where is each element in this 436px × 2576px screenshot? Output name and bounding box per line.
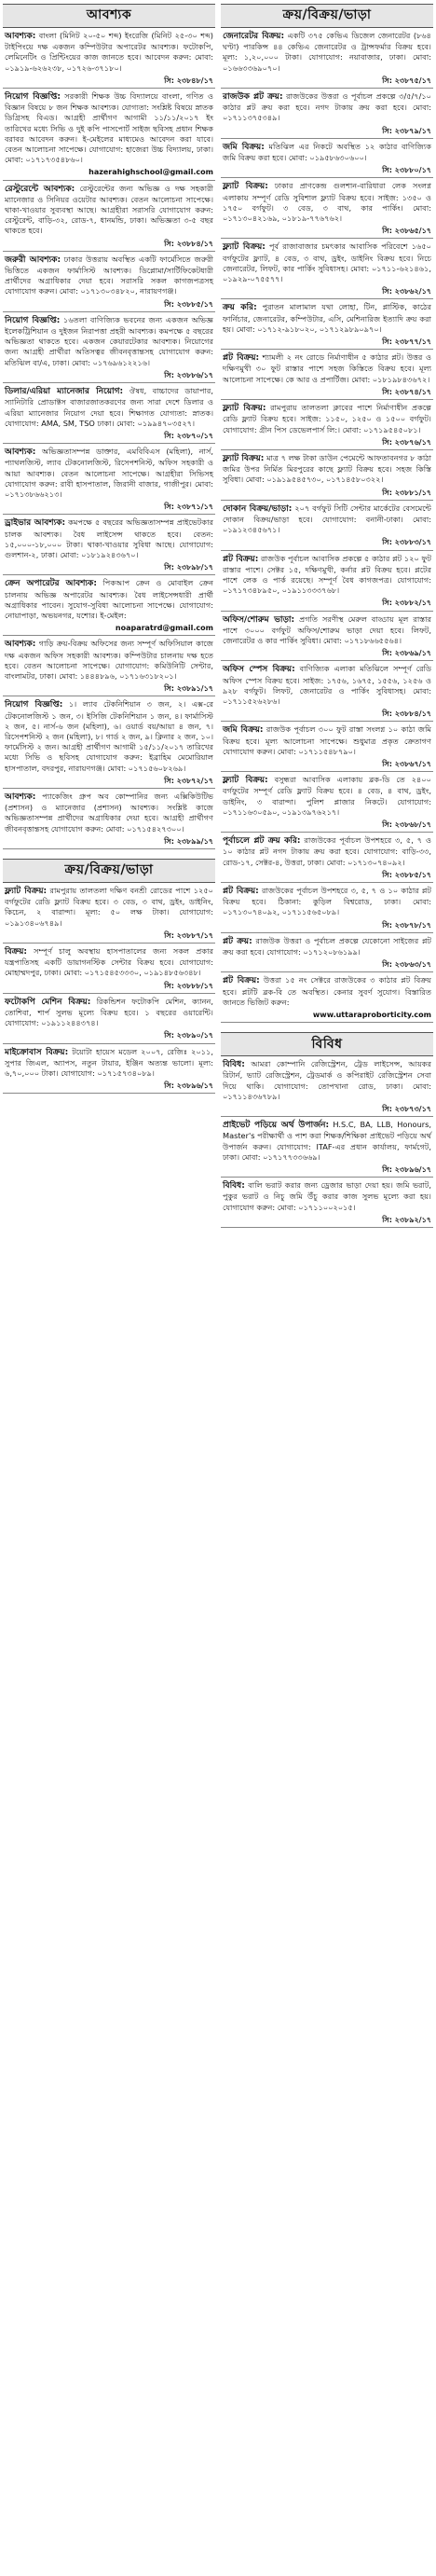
classified-ad — [221, 178, 433, 239]
ad-text: গাড়ি ক্রয়-বিক্রয় অফিসের জন্য সম্পূর্ণ অফিসিয়াল কাজে দক্ষ একজন অফিস সহকারী আবশ্যক। কম্পিউটার চালনায় দক্ষ হতে হবে। বেতন আলোচনা সাপেক্ষে। যোগাযোগ: কমিউনিটি সেন্টার, বাংলামটর, ঢাকা। মোবা: ১৪৪৪৮৯৬, ০১৭১৬৩১৮২০১। — [5, 639, 213, 681]
ad-text: ১৬তলা বাণিজ্যিক ভবনের জন্য একজন অভিজ্ঞ ইলেকট্রিশিয়ান ও দুইজন নিরাপত্তা প্রহরী আবশ্যক। কমপক্ষে ৫ বছরের অভিজ্ঞতা থাকতে হবে। একজন কেয়ারটেকার আবশ্যক। নিয়োগের জন্য আগ্রহী প্রার্থীরা অতিসত্বর জীবনবৃত্তান্তসহ যোগাযোগ করুন: মতিঝিল বা/এ, ঢাকা। মোবা: ০১৭৬৯৬১২২১৬। — [5, 314, 213, 367]
ad-reference: সি: ২৩৮৭০/১৭ — [164, 431, 213, 440]
ad-reference: সি: ২৩৮৮৩/১৭ — [382, 538, 431, 547]
classified-ad — [221, 139, 433, 179]
ad-text: টয়োটা হায়েস মডেল ২০০৭, রেজিঃ ২০১১, সুপার জিএল, অ্যাপস, নতুন টায়ার, ইঞ্জিন অত্যন্ত ভালো। মূল্য: ৬,৭০,০০০ টাকা। যোগাযোগ: ০১৭১৫৭৩৪০৮৯। — [5, 1046, 213, 1079]
ad-text: রিকন্ডিশন ফটোকপি মেশিন, ক্যানন, তোশিবা, শার্প সুলভ মূল্যে বিক্রয় হবে। ১ বছরের ওয়ারেন্টি। যোগাযোগ: ০১৯১১২৪৪৩৭৪। — [5, 996, 213, 1028]
ad-reference: সি: ২৩৮৮০/১৭ — [382, 166, 431, 175]
ad-keyword: জমি বিক্রয়: — [223, 142, 265, 152]
ad-body — [223, 775, 431, 818]
ad-keyword: ফ্ল্যাট বিক্রয়: — [223, 453, 265, 463]
ad-keyword: অফিস/শোরুম ভাড়া: — [223, 614, 295, 625]
classified-ad — [221, 1117, 433, 1178]
ad-body — [223, 1120, 431, 1163]
classified-ad — [221, 1056, 433, 1117]
ad-body — [5, 699, 213, 773]
ad-text: বাণিজ্যিক এলাকা মতিঝিলে সম্পূর্ণ রেডি অফিস স্পেস বিক্রয় হবে। সাইজ: ১৭৫৬, ১৬৭৫, ১৫৫৬, ১২৫৬ ও ৯২৮ বর্গফুট। লিফট, জেনারেটর ও পার্কিং সুবিধাসহ। মোবা: ০১৭১১৫২৬২৮৬। — [223, 664, 431, 706]
ad-text: সরকারী শিক্ষক উচ্চ বিদ্যালয়ে বাংলা, গণিত ও বিজ্ঞান বিষয়ে ৮ জন শিক্ষক আবশ্যক। যোগ্যতা: সংশ্লিষ্ট বিষয়ে স্নাতক ডিগ্রিসহ বিএড। আগ্রহী প্রার্থীগণ আগামী ১১/১১/২০১৭ ইং তারিখের মধ্যে সিভি ও দুই কপি পাসপোর্ট সাইজ ছবিসহ প্রধান শিক্ষক বরাবর আবেদন করুন। ই-মেইলের মাধ্যমেও আবেদন করা যাবে। বেতন আলোচনা সাপেক্ষে। যোগাযোগ: হাজেরা উচ্চ বিদ্যালয়, ঢাকা। মোবা: ০১৭১৭৩৫৪৮৬০। — [5, 91, 214, 165]
ad-reference: সি: ২৩৮৭৫/১৭ — [382, 76, 431, 85]
ad-body — [223, 1180, 431, 1213]
classified-ad — [221, 299, 433, 350]
ad-body — [223, 503, 431, 536]
ad-keyword: আবশ্যক: — [5, 792, 36, 802]
ads-list-wanted — [3, 28, 215, 849]
ad-keyword: বিবিধ: — [223, 1181, 245, 1192]
ad-keyword: ফ্ল্যাট বিক্রয়: — [223, 242, 266, 253]
classified-ad — [221, 972, 433, 1023]
ad-text: একটি ৩৭৫ কেভিএ ডিজেল জেনারেটর (৮৬৪ ঘণ্টা) পারকিন্স ৪৪ কেভিএ জেনারেটর ও ট্রান্সফর্মার বিক্রয় হবে। মূল্য: ১,২০,০০০ টাকা। যোগাযোগ: নয়াবাজার, ঢাকা। মোবা: ০১৬৬৩৩৬৯০৭০। — [223, 31, 431, 73]
ad-body — [223, 241, 431, 284]
classified-ad — [3, 696, 215, 789]
ad-reference: সি: ২৩৮৭৭/১৭ — [382, 337, 431, 347]
ad-text: রাজউকের পূর্বাচল উপশহরে ৩, ৫, ৭ ও ১০ কাঠার প্লট বিক্রয় হবে। ঠিকানা: কুড়িল বিশ্বরোড, ঢাকা। মোবা: ০১৭১৩০৭৪০৯২, ০১৭১১৫৬৫০৮৯। — [223, 886, 431, 917]
ad-keyword: জেনারেটর বিক্রয়: — [223, 32, 285, 41]
ad-text: বসুন্ধরা আবাসিক এলাকায় ব্লক-ডি তে ২৪০০ বর্গফুটের সম্পূর্ণ রেডি ফ্ল্যাট বিক্রয় হবে। ৪ বেড, ৪ বাথ, ড্রইং, ডাইনিং, ৩ বারান্দা। পুলিশ প্লাজার নিকটে। যোগাযোগ: ০১৭১১৬৩০৫৯০, ০১৯১৩৯৭৬২১৭। — [223, 775, 431, 817]
ad-text: রাজউক পূর্বাচল ৩০০ ফুট রাস্তা সংলগ্ন ১০ কাঠা জমি বিক্রয় হবে। মূল্য আলোচনা সাপেক্ষে। শুধুমাত্র প্রকৃত ক্রেতাগণ যোগাযোগ করুন। মোবা: ০১৭১১৫৪৮৭৯০। — [223, 724, 431, 756]
ad-body — [223, 181, 431, 224]
ad-keyword: ফ্ল্যাট বিক্রয়: — [5, 887, 48, 897]
right-column — [221, 4, 433, 2572]
section-header-buy-sell-rent-right: ক্রয়/বিক্রয়/ভাড়া — [221, 4, 433, 28]
ad-reference: সি: ২৩৮৮২/১৭ — [382, 599, 431, 608]
ad-text: বাংলা (মিনিট ২০-৫০ শব্দ) ইংরেজি (মিনিট ২৫-৩০ শব্দ) টাইপিংয়ে দক্ষ একজন কম্পিউটার অপারেটর আবশ্যক। ফটোকপি, লেমিনেটিং ও প্রিন্টিংয়ের কাজ জানতে হবে। আবেদন করুন: মোবা: ০১৯১৯-৬২৬২৩৮, ০১৭২৬-৩৭১৮০। — [5, 31, 213, 73]
ad-keyword: জরুরী আবশ্যক: — [5, 255, 61, 265]
ad-body — [223, 886, 431, 918]
ad-text: ঢাকার প্রাণকেন্দ্র গুলশান-বারিধারা লেক সংলগ্ন এলাকায় সম্পূর্ণ রেডি সুবিশাল ফ্ল্যাট বিক্রয় হবে। সাইজ: ১৩৫০ ও ১৭৫০ বর্গফুট। ৩ বেড, ৩ বাথ, কার পার্কিং। মোবা: ০১৭১৩০৪২১৬৯, ০১৮১৯-৭৭৬৭৬২। — [223, 181, 431, 224]
ad-keyword: ফ্ল্যাট বিক্রয়: — [223, 182, 268, 192]
ad-keyword: আবশ্যক: — [5, 32, 36, 41]
classified-ad — [3, 515, 215, 575]
ad-keyword: ডিলার/এরিয়া ম্যানেজার নিয়োগ: — [5, 387, 124, 397]
classified-ad — [221, 933, 433, 973]
ad-reference: সি: ২৩৮৮৫/১৭ — [164, 299, 213, 309]
ad-body — [5, 315, 213, 368]
ad-keyword: আবশ্যক: — [5, 448, 36, 458]
ad-keyword: ফ্ল্যাট বিক্রয়: — [223, 404, 266, 414]
ad-body — [5, 1047, 213, 1080]
ad-text: পিকআপ ক্রেন ও মোবাইল ক্রেন চালনায় অভিজ্ঞ অপারেটর আবশ্যক। বৈধ লাইসেন্সধারী প্রার্থী অগ্রাধিকার পাবেন। সুযোগ-সুবিধা আলোচনা সাপেক্ষে। যোগাযোগ: নোয়াপাড়া, অভয়নগর, যশোর। ই-মেইল: — [5, 578, 213, 620]
ad-keyword: নিয়োগ বিজ্ঞপ্তি: — [5, 315, 61, 325]
ad-text: ঢাকার উত্তরায় অবস্থিত একটি ফার্মেসিতে জরুরী ভিত্তিতে একজন ফার্মাসিস্ট আবশ্যক। ডিপ্লোমা/সার্টিফিকেটধারী প্রার্থীদের অগ্রাধিকার দেয়া হবে। সরাসরি সকল কাগজপত্রসহ যোগাযোগ করুন। মোবা: ০১৭১৩০৩৪৮২০, নারায়ণগঞ্জ। — [5, 254, 213, 296]
ad-reference: সি: ২৩৮৮৭/১৭ — [164, 930, 213, 940]
ad-keyword: রেস্টুরেন্টে আবশ্যক: — [5, 184, 75, 194]
ad-text: কমপক্ষে ৫ বছরের অভিজ্ঞতাসম্পন্ন প্রাইভেটকার চালক আবশ্যক। বৈধ লাইসেন্স থাকতে হবে। বেতন: ১৫,০০০-১৮,০০০ টাকা। থাকা-খাওয়ার সুবিধা আছে। যোগাযোগ: গুলশান-২, ঢাকা। মোবা: ০১৮১৯২৪৩৬৭০। — [5, 517, 213, 559]
ad-text: মাত্র ৭ লক্ষ টাকা ডাউন পেমেন্টে আফতাবনগর ৮ কাঠা জমির উপর নির্মিত মিরপুরের কাছে ফ্ল্যাট বিক্রয় হবে। সহজ কিস্তি সুবিধা। মোবা: ০১৯১৯৫৪৫৭৩০, ০১৭১৪৫৮০৩২২। — [223, 452, 431, 485]
ad-text: অভিজ্ঞতাসম্পন্ন ডাক্তার, এমবিবিএস (মহিলা), নার্স, প্যাথলজিস্ট, ল্যাব টেকনোলজিস্ট, রিসেপশনিস্ট, অফিস সহকারী ও আয়া আবশ্যক। বেতন আলোচনা সাপেক্ষে। আগ্রহীরা সিভিসহ যোগাযোগ করুন: রাবী হাসপাতাল, জিরানী বাজার, গাজীপুর। মোবা: ০১৭১৩৮৬৬২১৩। — [5, 447, 214, 499]
ad-body — [223, 614, 431, 647]
classified-ad — [3, 252, 215, 312]
ad-body — [5, 255, 213, 297]
classified-ad — [221, 450, 433, 501]
ad-reference: সি: ২৩৮৪৮/১৭ — [164, 76, 213, 85]
ad-body — [5, 946, 213, 979]
ad-reference: সি: ২৩৮৬৩/১৭ — [382, 960, 431, 970]
ad-body — [223, 453, 431, 486]
classified-ad — [221, 833, 433, 883]
ad-body — [223, 1059, 431, 1102]
ad-keyword: প্লট ক্রয়: — [223, 936, 252, 946]
section-header-misc: বিবিধ — [221, 1032, 433, 1056]
ad-text: সম্পূর্ণ চালু অবস্থায় হাসপাতালের জন্য সকল প্রকার যন্ত্রপাতিসহ একটি ডায়াগনস্টিক সেন্টার বিক্রয় হবে। যোগাযোগ: মোহাম্মদপুর, ঢাকা। মোবা: ০১৭১৫৪৫৩৩৩০, ০১৯১৪৮৫৬৩৪৮। — [5, 946, 214, 978]
classified-ad — [221, 1178, 433, 1228]
ads-list-misc — [221, 1056, 433, 1228]
ads-list-buy-sell-left — [3, 883, 215, 1094]
classified-ad — [221, 772, 433, 833]
classified-ad — [221, 883, 433, 933]
classified-ad — [3, 28, 215, 89]
ad-keyword: বিবিধ: — [223, 1060, 245, 1070]
ad-reference: সি: ২৩৮৭৩/১৭ — [382, 1105, 431, 1114]
ad-reference: সি: ২৩৮৬৫/১৭ — [382, 227, 431, 236]
ad-reference: সি: ২৩৮৬২/১৭ — [382, 287, 431, 296]
ad-body — [223, 835, 431, 868]
ad-keyword: প্লট বিক্রয়: — [223, 976, 260, 986]
ad-reference: সি: ২৩৮৬৯/১৭ — [382, 649, 431, 658]
ad-body — [5, 31, 213, 74]
classified-ad — [3, 312, 215, 383]
ad-reference: সি: ২৩৮৭১/১৭ — [164, 503, 213, 512]
ad-body — [223, 91, 431, 124]
ad-body — [5, 184, 213, 237]
ad-body — [5, 447, 213, 500]
left-column — [3, 4, 215, 2572]
ad-body — [223, 554, 431, 597]
ad-keyword: দোকান বিক্রয়/ভাড়া: — [223, 503, 293, 514]
ad-keyword: প্লট বিক্রয়: — [223, 353, 260, 364]
ad-text: বালি ভরাট করার জন্য ড্রেজার ভাড়া দেয়া হয়। জমি ভরাট, পুকুর ভরাট ও নিচু জমি উঁচু করার কাজ সুলভ মূল্যে করা হয়। যোগাযোগ করুন: মোবা: ০১৭১১০০২০১৫। — [223, 1180, 431, 1212]
classified-ad — [221, 612, 433, 662]
ad-keyword: প্লট বিক্রয়: — [223, 887, 259, 897]
classified-ad — [221, 722, 433, 772]
classified-ad — [3, 636, 215, 696]
ad-reference: সি: ২৩৮৮১/১৭ — [382, 488, 431, 497]
ad-keyword: নিয়োগ বিজ্ঞপ্তি: — [5, 92, 61, 103]
ad-keyword: ড্রাইভার আবশ্যক: — [5, 518, 66, 529]
ad-text: রাজউকের উত্তরা ও পূর্বাচল প্রকল্পে ৩/৫/৭/১০ কাঠার প্লট ক্রয় করা হবে। নগদ টাকায় ক্রয় করা হবে। মোবা: ০১৭১১৩৭৫৩৪৯। — [223, 91, 432, 123]
ad-body — [5, 792, 213, 834]
ad-body — [5, 578, 213, 621]
ad-text: মতিঝিল এর নিকটে অবস্থিত ১২ কাঠার বাণিজ্যিক জমি বিক্রয় করা হবে। মোবা: ০১৯৫৮৬৩০৬০০। — [223, 141, 431, 163]
classified-ad — [221, 661, 433, 722]
ad-reference: সি: ২৩৮৮৬/১৭ — [164, 370, 213, 379]
ad-keyword: ফ্ল্যাট বিক্রয়: — [223, 776, 268, 786]
classified-ad — [221, 239, 433, 299]
ad-body — [5, 886, 213, 929]
ad-text: রাজউক উত্তরা ও পূর্বাচল প্রকল্পে যেকোনো সাইজের প্লট ক্রয় করা হবে। যোগাযোগ: ০১৭১২০৮৬১৯৯। — [223, 935, 432, 957]
ad-reference: www.uttaraproborticity.com — [312, 1011, 431, 1020]
ad-reference: সি: ২৩৮৬৭/১৭ — [382, 759, 431, 768]
ad-text: রামপুরায় তালতলা দক্ষিণ বনশ্রী রোডের পাশে ১২৫০ বর্গফুটের রেডি ফ্ল্যাট বিক্রয় হবে। ৩ বেড, ৩ বাথ, ড্রইং, ডাইনিং, কিচেন, ২ বারান্দা। মূল্য: ৫০ লক্ষ টাকা। যোগাযোগ: ০১৯১৩৪০৬৭৪৯। — [5, 886, 213, 928]
ad-reference: সি: ২৩৮৯৬/১৭ — [382, 1165, 431, 1175]
ad-reference: সি: ২৩৮৮৫/১৭ — [382, 870, 431, 879]
ad-text: ১। ল্যাব টেকনিশিয়ান ৩ জন, ২। এক্স-রে টেকনোলজিস্ট ১ জন, ৩। ইসিজি টেকনিশিয়ান ১ জন, ৪। ফার্মাসিস্ট ২ জন, ৫। নার্স-৬ জন (মহিলা), ৬। ওয়ার্ড বয়/আয়া ৪ জন, ৭। রিসেপশনিস্ট ২ জন (মহিলা), ৮। গার্ড ২ জন, ৯। ক্লিনার ২ জন, ১০। ফার্মেসিস্ট ২ জন। আগ্রহী প্রার্থীগণ আগামী ১৫/১১/২০১৭ তারিখের মধ্যে সিভি ও ছবিসহ যোগাযোগ করুন: ইব্রাহিম মেমোরিয়াল হাসপাতাল, বদরপুর, নারায়ণগঞ্জ। মোবা: ০১৭১৫৬০৮২৬৯। — [5, 699, 213, 773]
ad-text: H.S.C, BA, LLB, Honours, Master's পরীক্ষার্থী ও পাশ করা শিক্ষক/শিক্ষিকা প্রাইভেট পড়িয়ে অর্থ উপার্জন করুন। যোগাযোগ: ITAF-এর প্রধান কার্যালয়, ফার্মগেট, ঢাকা। মোবা: ০১৭১৭৭৩৩৬৬৯। — [223, 1120, 431, 1162]
ad-reference: সি: ২৩৮৭৪/১৭ — [382, 387, 431, 396]
ad-keyword: নিয়োগ বিজ্ঞপ্তি: — [5, 700, 63, 710]
classified-ad — [3, 444, 215, 515]
classified-ad — [3, 994, 215, 1044]
ad-body — [223, 403, 431, 435]
ad-reference: সি: ২৩৮৯৮/১৭ — [164, 563, 213, 572]
classified-ad — [3, 1044, 215, 1095]
ad-text: উত্তরা ১৫ নং সেক্টরে রাজউকের ৩ কাঠার প্লট বিক্রয় হবে। প্লটটি ব্লক-বি তে অবস্থিত। কেনার সুবর্ণ সুযোগ। বিস্তারিত জানতে ভিজিট করুন: — [223, 975, 431, 1007]
ad-body — [5, 517, 213, 560]
ad-body — [223, 31, 431, 74]
ad-keyword: বিক্রয়: — [5, 947, 28, 957]
ad-reference: hazerahighschool@gmail.com — [89, 168, 213, 177]
ad-body — [5, 91, 213, 165]
classified-ad — [3, 789, 215, 849]
ad-reference: সি: ২৩৮৬৮/১৭ — [382, 820, 431, 829]
ad-body — [5, 639, 213, 682]
ad-text: ২০৭ বর্গফুট সিটি সেন্টার মার্কেটের বেসমেন্টে দোকান বিক্রয়/ভাড়া হবে। যোগাযোগ: বনানী-ঢাকা। মোবা: ০১৯১২৩৪৫৬৭১। — [223, 503, 431, 535]
ad-reference: সি: ২৩৮৮৪/১৭ — [164, 239, 213, 248]
classified-ad — [3, 383, 215, 444]
section-header-buy-sell-rent: ক্রয়/বিক্রয়/ভাড়া — [3, 859, 215, 883]
classified-ad — [3, 181, 215, 252]
ad-body — [223, 975, 431, 1008]
ad-keyword: পূর্বাচলে প্লট ক্রয় করি: — [223, 836, 301, 847]
ad-reference: noaparatrd@gmail.com — [115, 624, 213, 633]
classified-ad — [221, 400, 433, 450]
classified-ad — [3, 575, 215, 636]
ad-keyword: প্লট বিক্রয়: — [223, 554, 259, 564]
ad-keyword: জমি বিক্রয়: — [223, 725, 264, 736]
ad-reference: সি: ২৩৮৭৮/১৭ — [382, 920, 431, 930]
ad-body — [223, 936, 431, 957]
ad-text: প্যাকেজিং গ্রুপ অব কোম্পানির জন্য এক্সিকিউটিভ (প্রশাসন) ও ম্যানেজার (প্রশাসন) আবশ্যক। সংশ্লিষ্ট কাজে অভিজ্ঞতাসম্পন্ন প্রার্থীদের অগ্রাধিকার দেয়া হবে। আগ্রহী প্রার্থীগণ জীবনবৃত্তান্তসহ যোগাযোগ করুন: মোবা: ০১৭১৫৪২৭৩০০। — [5, 792, 213, 833]
classified-ad — [3, 944, 215, 994]
ad-reference: সি: ২৩৮৭৬/১৭ — [382, 437, 431, 447]
ad-body — [5, 386, 213, 429]
ad-body — [223, 664, 431, 707]
ad-text: ঔষধ, বাচ্চাদের ডায়াপার, স্যানিটারি প্রোডাক্টস বাজারজাতকরণের জন্য সারা দেশে ডিলার ও এরিয়া ম্যানেজার নিয়োগ দেয়া হবে। শিক্ষাগত যোগ্যতা: স্নাতক। যোগাযোগ: AMA, SM, TSO ঢাকা। মোবা: ০১৯৯৪৭০৩৫২৭। — [5, 386, 214, 428]
ad-reference: সি: ২৩৮৯৬/১৭ — [164, 1081, 213, 1091]
classified-ad — [221, 350, 433, 400]
ad-reference: সি: ২৩৮৮৮/১৭ — [164, 981, 213, 990]
ad-reference: সি: ২৩৮৭৯/১৭ — [382, 126, 431, 135]
ad-keyword: আবশ্যক: — [5, 640, 36, 650]
ad-text: শ্যামলী ২ নং রোডে নির্মাণাধীন ৫ কাঠার প্লট। উত্তর ও দক্ষিণমুখী ৩০ ফুট রাস্তার পাশে সহজ কিস্তিতে বিক্রয় হবে। মূল্য আলোচনা সাপেক্ষে। কে আর ও প্রপার্টিজ। মোবা: ০১৮১৯৮৪৩৬৭২। — [223, 352, 431, 384]
ad-text: রেস্টুরেন্টের জন্য অভিজ্ঞ ও দক্ষ সহকারী ম্যানেজার ও সিনিয়র ওয়েটার আবশ্যক। বেতন আলোচনা সাপেক্ষে। থাকা-খাওয়ার সুব্যবস্থা আছে। আগ্রহীরা সরাসরি যোগাযোগ করুন: রেস্টুরেন্ট, বাড়ি-৩২, রোড-৭, ধানমন্ডি, ঢাকা। অভিজ্ঞতা ৩-৫ বছর থাকতে হবে। — [5, 183, 214, 236]
ad-text: পুরাতন মালামাল যথা লোহা, টিন, প্লাস্টিক, কাঠের ফার্নিচার, জেনারেটর, কম্পিউটার, এসি, মেশিনারিজ ইত্যাদি ক্রয় করা হয়। মোবা: ০১৭১২-৯১৮০২০, ০১৭১২৯৮৯০৯৭০। — [223, 302, 431, 334]
ad-keyword: ক্রয় করি: — [223, 303, 257, 313]
ad-body — [223, 724, 431, 757]
ad-body — [223, 352, 431, 385]
ad-text: রামপুরায় তালতলা ক্লাবের পাশে নির্মাণাধীন প্রকল্পে রেডি ফ্ল্যাট বিক্রয় হবে। সাইজ: ১১৫০, ১২৫০ ও ১৫০০ বর্গফুট। যোগাযোগ: গ্রীন পিস ডেভেলপার্স লি:। মোবা: ০১৭১৯৫৪৫০৮১। — [223, 403, 431, 434]
ad-body — [223, 142, 431, 163]
ad-reference: সি: ২৩৮৯১/১৭ — [164, 684, 213, 694]
classified-ad — [221, 89, 433, 139]
ad-keyword: মাইক্রোবাস বিক্রয়: — [5, 1047, 69, 1057]
ad-reference: সি: ২৩৮৮৪/১৭ — [382, 709, 431, 719]
ad-reference: সি: ২৩৮৯০/১৭ — [164, 1031, 213, 1040]
ad-body — [5, 997, 213, 1029]
ad-text: প্রগতি সরণীস্থ মেরুল বাড্ডায় মূল রাস্তার পাশে ৩০০০ বর্গফুট অফিস/শোরুম ভাড়া দেয়া হবে। লিফট, জেনারেটর ও কার পার্কিং সুবিধা। মোবা: ০১৭১৮৬৬৫৫৬৪। — [223, 613, 431, 645]
ad-keyword: ফটোকপি মেশিন বিক্রয়: — [5, 997, 91, 1007]
ad-keyword: রাজউক প্লট ক্রয়: — [223, 92, 283, 103]
ad-keyword: প্রাইভেট পড়িয়ে অর্থ উপার্জন: — [223, 1121, 330, 1131]
ad-keyword: ক্রেন অপারেটর আবশ্যক: — [5, 579, 97, 589]
classified-ad — [3, 89, 215, 181]
ad-text: রাজউকের পূর্বাচল উপশহরে ৩, ৫, ৭ ও ১০ কাঠার প্লট নগদ টাকায় ক্রয় করা হবে। যোগাযোগ: বাড়ি-৩৩, রোড-১৭, সেক্টর-৪, উত্তরা, ঢাকা। মোবা: ০১৭১৩০৭৪০৯২। — [223, 835, 431, 867]
ad-text: রাজউক পূর্বাচল আবাসিক প্রকল্পে ৫ কাঠার প্লট ১২০ ফুট রাস্তার পাশে। সেক্টর ১৫, দক্ষিণমুখী, কর্নার প্লট বিক্রয় হবে। প্লটের পাশে লেক ও পার্ক রয়েছে। সম্পূর্ণ বৈধ কাগজপত্র। যোগাযোগ: ০১৭১৭৩৪৮৯৫০, ০১৯১১৩৩৩৭৬৮। — [223, 553, 431, 596]
classified-ad — [221, 551, 433, 612]
ad-text: আমরা কোম্পানি রেজিস্ট্রেশন, ট্রেড লাইসেন্স, আয়কর রিটার্ন, ভ্যাট রেজিস্ট্রেশন, ট্রেডমার্ক ও কপিরাইট রেজিস্ট্রেশন সেবা দিয়ে থাকি। যোগাযোগ: তোপখানা রোড, ঢাকা। মোবা: ০১৭১১৪৩৬৭৮৯। — [223, 1059, 431, 1101]
ad-keyword: অফিস স্পেস বিক্রয়: — [223, 665, 295, 675]
ad-reference: সি: ২৩৮৯২/১৭ — [382, 1215, 431, 1224]
ad-body — [223, 302, 431, 335]
ads-list-buy-sell-right — [221, 28, 433, 1023]
classified-ad — [221, 501, 433, 551]
ad-text: পূর্ব রাজাবাজার চমৎকার আবাসিক পরিবেশে ১৬৫০ বর্গফুটের ফ্ল্যাট, ৪ বেড, ৩ বাথ, ড্রইং, ডাইনিং বিক্রয় হবে। নিচে জেনারেটর, লিফট, কার পার্কিং সুবিধাসহ। মোবা: ০১৭১১-৬২১৪৬১, ০১৯২৯-০৭৫৫৭৭। — [223, 241, 431, 284]
classified-ad — [3, 883, 215, 944]
section-header-wanted: আবশ্যক — [3, 4, 215, 28]
ad-reference: সি: ২৩৮৭২/১৭ — [164, 776, 213, 785]
ad-reference: সি: ২৩৮৯৯/১৭ — [164, 836, 213, 846]
classified-ad — [221, 28, 433, 89]
